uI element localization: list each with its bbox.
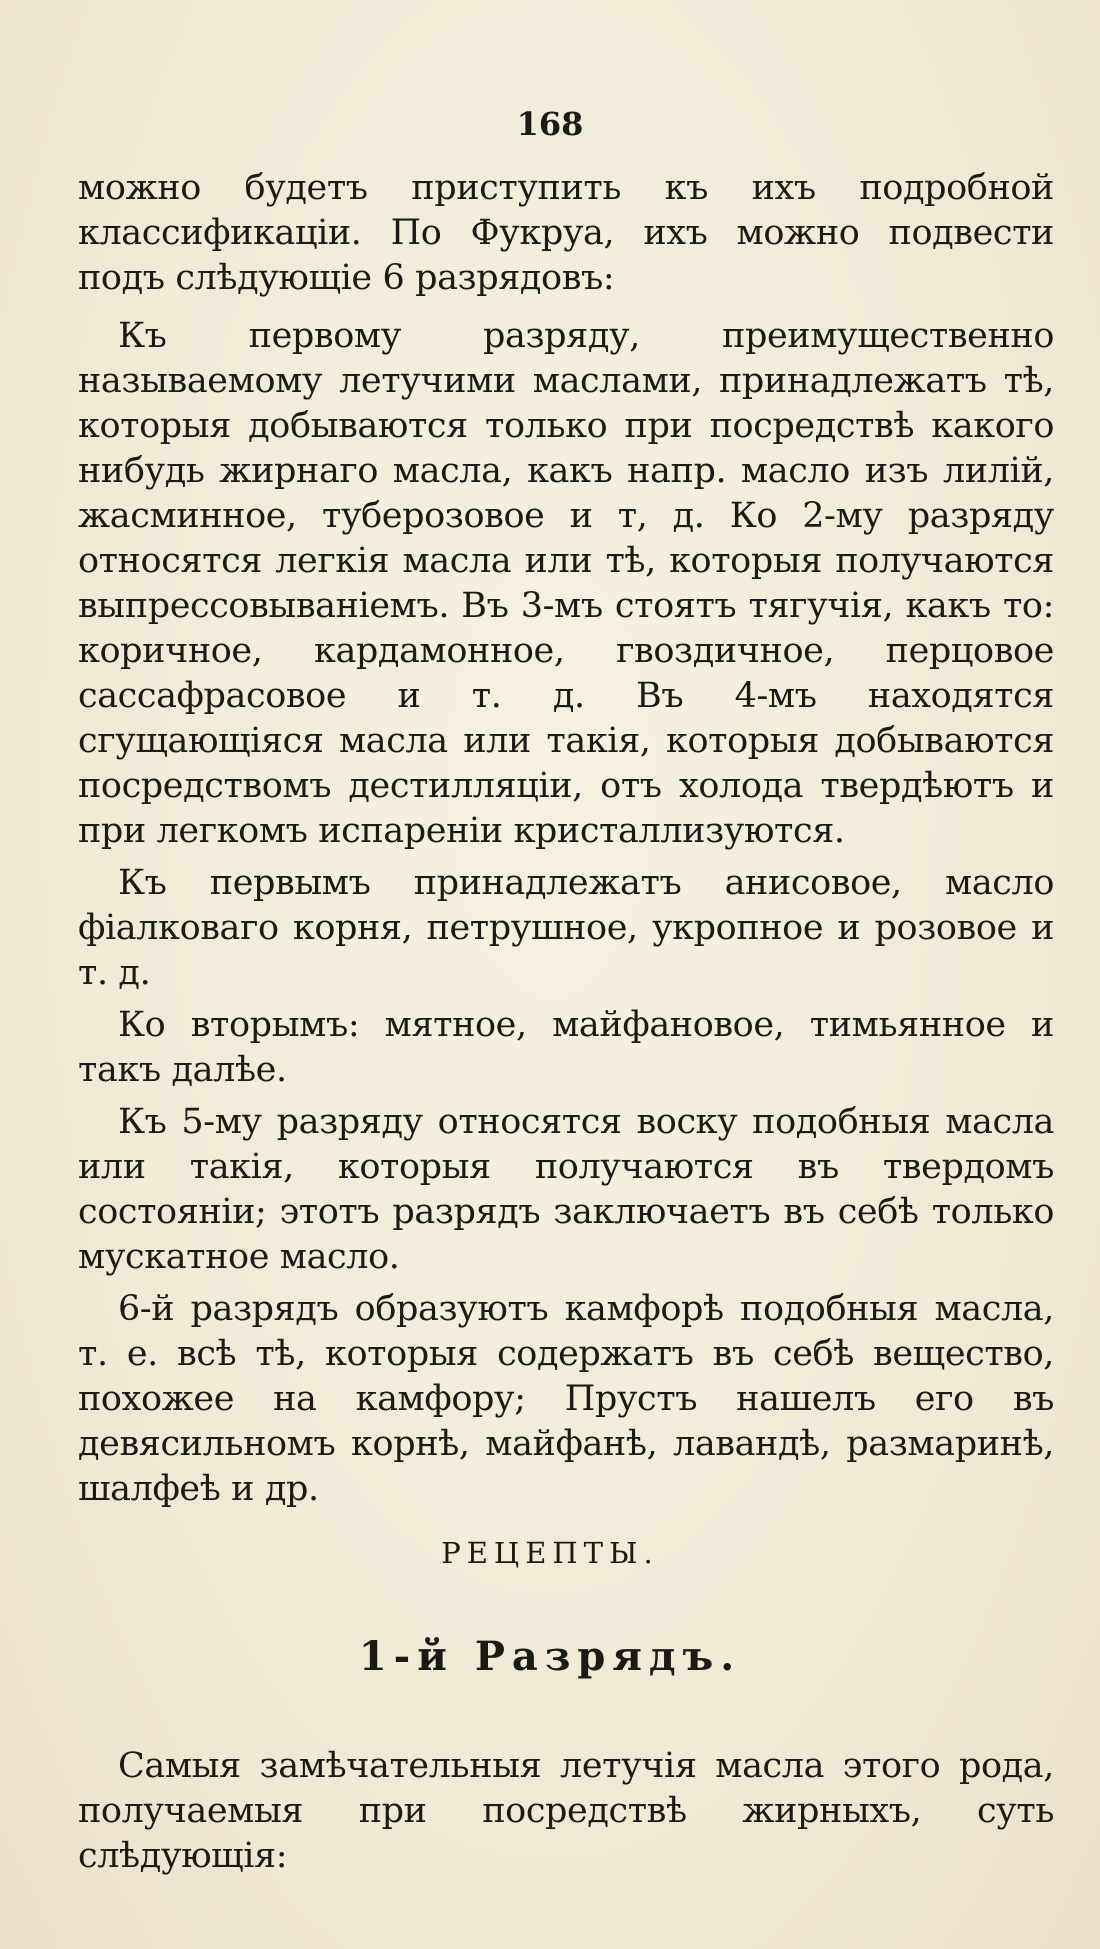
paragraph-5: Къ 5-му разряду относятся воску подобныя масла или такія, которыя получаются въ твердомъ состояніи; этотъ разрядъ заключаетъ въ себѣ только мускатное масло. — [78, 1102, 1054, 1277]
paragraph-2: Къ первому разряду, преимущественно называемому летучими маслами, принадлежатъ тѣ, которыя добываются только при посредствѣ какого нибудь жирнаго масла, какъ напр. масло изъ лилій, жасминное, туберозовое и т, д. Ко 2-му разряду относятся легкія масла или тѣ, которыя получаются выпрессовываніемъ. Въ 3-мъ стоятъ тягучія, какъ то: коричное, кардамонное, гвоздичное, перцовое сассафрасовое и т. д. Въ 4-мъ находятся сгущающіяся масла или такія, которыя добываются посредствомъ дестилляціи, отъ холода твердѣютъ и при легкомъ испареніи кристаллизуются. — [78, 316, 1054, 851]
body-text — [78, 166, 1054, 1512]
paragraph-1: можно будетъ приступить къ ихъ подробной классификаціи. По Фукруа, ихъ можно подвести подъ слѣдующіе 6 разрядовъ: — [78, 168, 1054, 298]
recipes-heading: РЕЦЕПТЫ. — [441, 1536, 659, 1570]
closing-paragraph: Самыя замѣчательныя летучія масла этого рода, получаемыя при посредствѣ жирныхъ, суть слѣдующія: — [78, 1746, 1054, 1876]
paragraph-4: Ко вторымъ: мятное, майфановое, тимьянное и такъ далѣе. — [78, 1005, 1054, 1090]
page-number: 168 — [516, 105, 584, 143]
paragraph-6: 6-й разрядъ образуютъ камфорѣ подобныя масла, т. е. всѣ тѣ, которыя содержатъ въ себѣ вещество, похожее на камфору; Прустъ нашелъ его въ девясильномъ корнѣ, майфанѣ, лавандѣ, размаринѣ, шалфеѣ и др. — [78, 1289, 1054, 1509]
category-heading: 1-й Разрядъ. — [358, 1633, 742, 1680]
closing-text — [78, 1744, 1054, 1879]
paragraph-3: Къ первымъ принадлежатъ анисовое, масло фіалковаго корня, петрушное, укропное и розовое и т. д. — [78, 863, 1054, 993]
